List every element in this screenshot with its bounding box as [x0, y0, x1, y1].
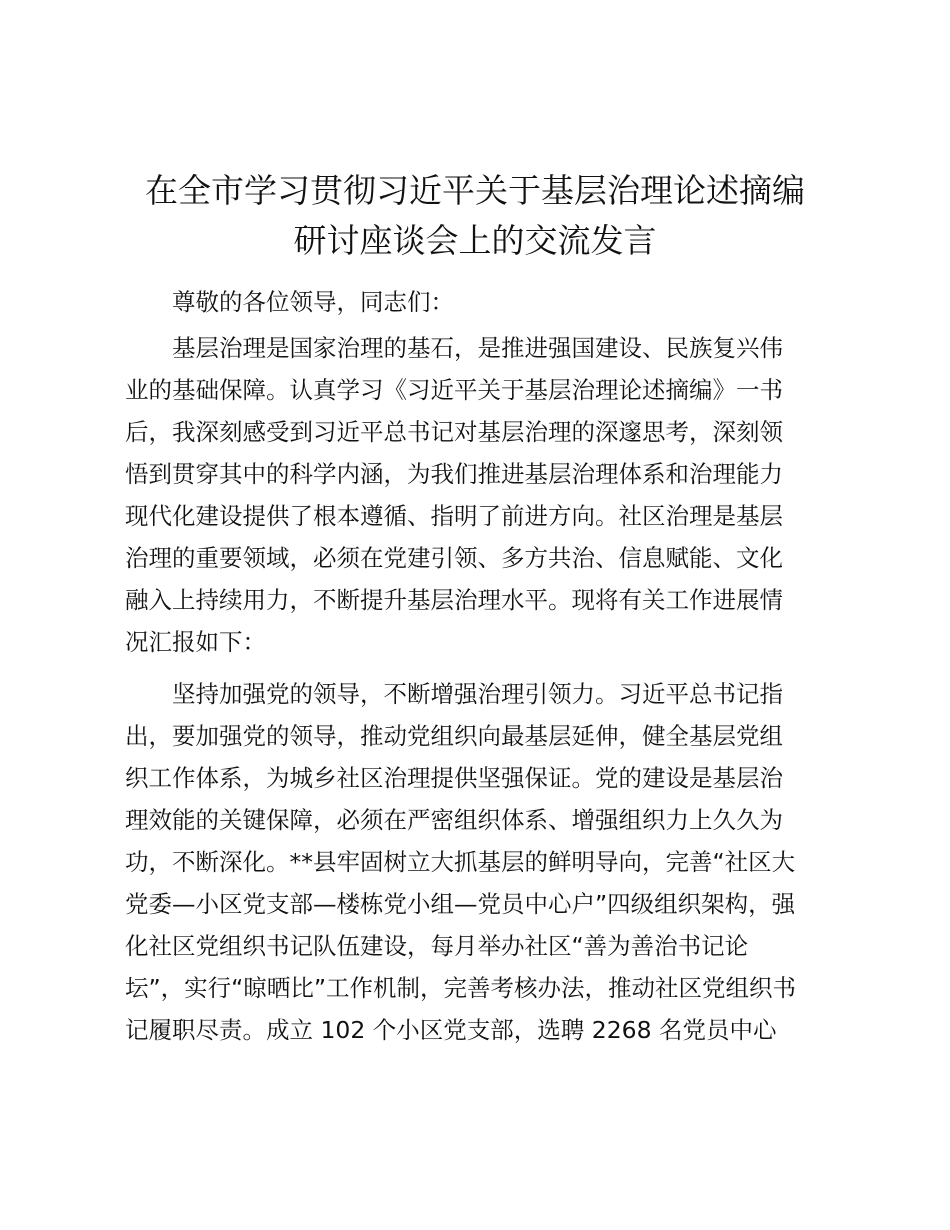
paragraph-line: 织工作体系，为城乡社区治理提供坚强保证。党的建设是基层治 — [125, 764, 783, 792]
paragraph-line: 出，要加强党的领导，推动党组织向最基层延伸，健全基层党组 — [125, 722, 783, 750]
paragraph-line: 记履职尽责。成立 102 个小区党支部，选聘 2268 名党员中心 — [125, 1016, 777, 1044]
paragraph-line: 业的基础保障。认真学习《习近平关于基层治理论述摘编》一书 — [125, 376, 783, 404]
paragraph-line: 后，我深刻感受到习近平总书记对基层治理的深邃思考，深刻领 — [125, 418, 783, 446]
paragraph-line: 坛”，实行“晾晒比”工作机制，完善考核办法，推动社区党组织书 — [125, 974, 797, 1002]
paragraph-line: 悟到贯穿其中的科学内涵，为我们推进基层治理体系和治理能力 — [125, 460, 783, 488]
paragraph-line: 基层治理是国家治理的基石，是推进强国建设、民族复兴伟 — [172, 334, 783, 362]
paragraph-line: 化社区党组织书记队伍建设，每月举办社区“善为善治书记论 — [125, 932, 749, 960]
document-title-line-2: 研讨座谈会上的交流发言 — [293, 221, 657, 260]
paragraph-line: 治理的重要领域，必须在党建引领、多方共治、信息赋能、文化 — [125, 544, 783, 572]
paragraph-line: 坚持加强党的领导，不断增强治理引领力。习近平总书记指 — [172, 680, 783, 708]
paragraph-line: 功，不断深化。**县牢固树立大抓基层的鲜明导向，完善“社区大 — [125, 848, 796, 876]
paragraph-line: 现代化建设提供了根本遵循、指明了前进方向。社区治理是基层 — [125, 502, 783, 530]
document-title-line-1: 在全市学习贯彻习近平关于基层治理论述摘编 — [145, 171, 805, 210]
paragraph-line: 理效能的关键保障，必须在严密组织体系、增强组织力上久久为 — [125, 806, 783, 834]
paragraph-line: 况汇报如下： — [125, 628, 266, 656]
salutation: 尊敬的各位领导，同志们： — [172, 288, 454, 316]
paragraph-line: 融入上持续用力，不断提升基层治理水平。现将有关工作进展情 — [125, 586, 783, 614]
paragraph-line: 党委—小区党支部—楼栋党小组—党员中心户”四级组织架构，强 — [125, 890, 796, 918]
